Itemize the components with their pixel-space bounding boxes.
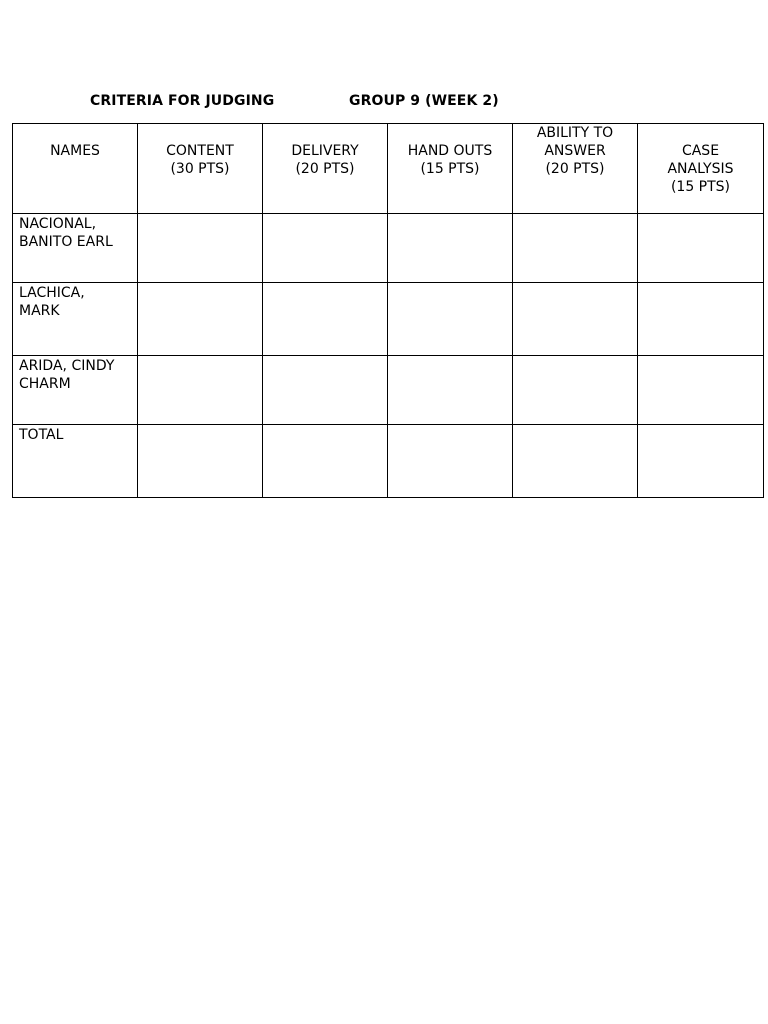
column-header-delivery: DELIVERY (20 PTS) [263, 124, 388, 214]
total-cell-delivery[interactable] [263, 425, 388, 498]
score-cell-ability-to-answer[interactable] [513, 283, 638, 356]
document-title: CRITERIA FOR JUDGING [90, 93, 275, 109]
column-header-ability-to-answer: ABILITY TO ANSWER (20 PTS) [513, 124, 638, 214]
judging-criteria-table [12, 123, 764, 498]
column-header-hand-outs: HAND OUTS (15 PTS) [388, 124, 513, 214]
score-cell-hand-outs[interactable] [388, 356, 513, 425]
name-cell: ARIDA, CINDY CHARM [13, 356, 138, 425]
total-cell-case-analysis[interactable] [638, 425, 764, 498]
table-row [13, 214, 764, 283]
score-cell-case-analysis[interactable] [638, 283, 764, 356]
score-cell-ability-to-answer[interactable] [513, 214, 638, 283]
score-cell-delivery[interactable] [263, 356, 388, 425]
total-cell-content[interactable] [138, 425, 263, 498]
column-header-case-analysis: CASE ANALYSIS (15 PTS) [638, 124, 764, 214]
column-header-names: NAMES [13, 124, 138, 214]
score-cell-ability-to-answer[interactable] [513, 356, 638, 425]
score-cell-content[interactable] [138, 283, 263, 356]
total-row [13, 425, 764, 498]
table-header-row [13, 124, 764, 214]
score-cell-hand-outs[interactable] [388, 214, 513, 283]
column-header-content: CONTENT (30 PTS) [138, 124, 263, 214]
score-cell-content[interactable] [138, 356, 263, 425]
score-cell-hand-outs[interactable] [388, 283, 513, 356]
table-row [13, 356, 764, 425]
name-cell: NACIONAL, BANITO EARL [13, 214, 138, 283]
score-cell-content[interactable] [138, 214, 263, 283]
total-cell-ability-to-answer[interactable] [513, 425, 638, 498]
group-label: GROUP 9 (WEEK 2) [349, 93, 499, 109]
total-cell-hand-outs[interactable] [388, 425, 513, 498]
table-row [13, 283, 764, 356]
score-cell-case-analysis[interactable] [638, 214, 764, 283]
score-cell-delivery[interactable] [263, 283, 388, 356]
score-cell-case-analysis[interactable] [638, 356, 764, 425]
score-cell-delivery[interactable] [263, 214, 388, 283]
total-label-cell: TOTAL [13, 425, 138, 498]
name-cell: LACHICA, MARK [13, 283, 138, 356]
